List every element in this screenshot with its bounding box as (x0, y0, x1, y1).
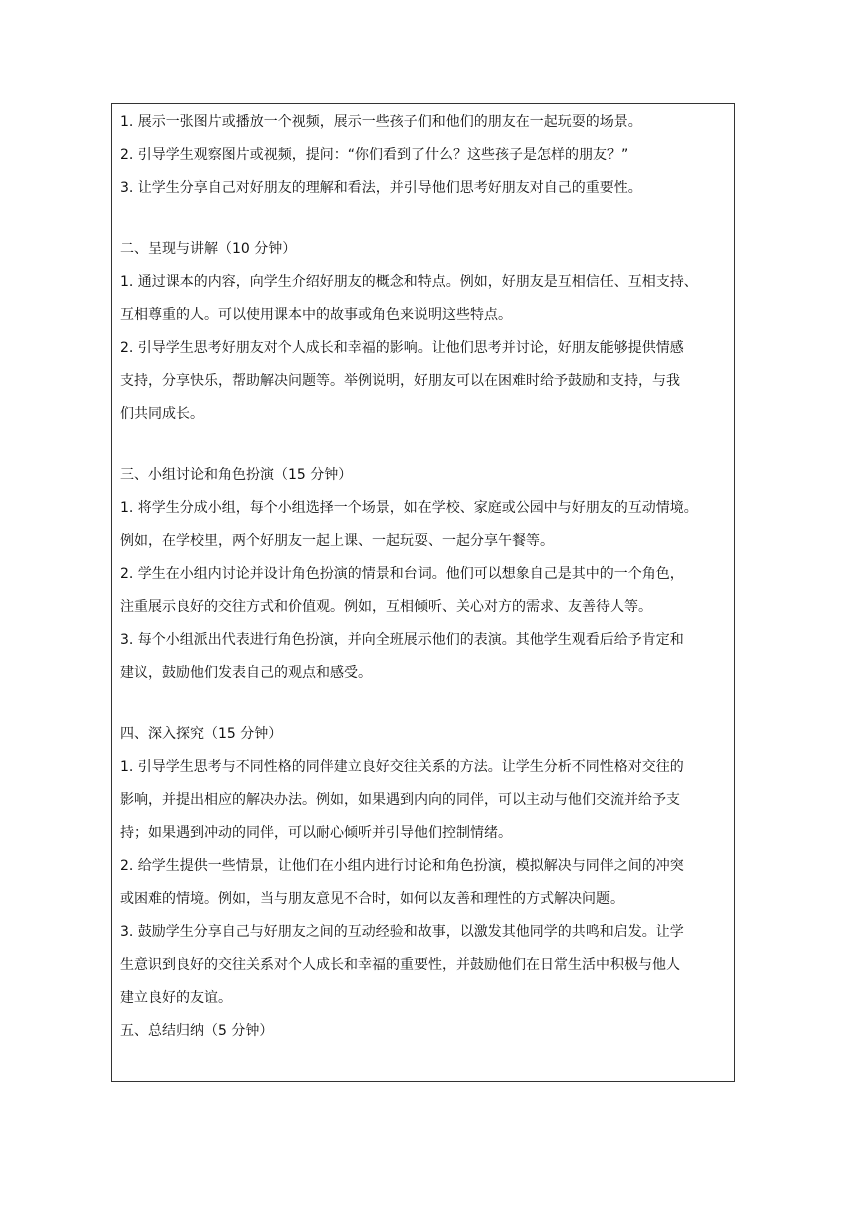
section-2-p2-line2: 支持，分享快乐，帮助解决问题等。举例说明，好朋友可以在困难时给予鼓励和支持，与我 (120, 373, 680, 389)
lesson-plan-content (120, 112, 726, 1041)
section-4-p2-line1: 2. 给学生提供一些情景，让他们在小组内进行讨论和角色扮演，模拟解决与同伴之间的冲突 (120, 858, 684, 874)
section-4-p1-line2: 影响，并提出相应的解决办法。例如，如果遇到内向的同伴，可以主动与他们交流并给予支 (120, 792, 680, 808)
section-3-p3-line2: 建议，鼓励他们发表自己的观点和感受。 (120, 665, 372, 681)
intro-line-3: 3. 让学生分享自己对好朋友的理解和看法，并引导他们思考好朋友对自己的重要性。 (120, 180, 642, 196)
section-3-heading: 三、小组讨论和角色扮演（15 分钟） (120, 467, 353, 483)
section-4-p1-line1: 1. 引导学生思考与不同性格的同伴建立良好交往关系的方法。让学生分析不同性格对交往的 (120, 759, 684, 775)
section-4-heading: 四、深入探究（15 分钟） (120, 726, 283, 742)
section-2-p2-line1: 2. 引导学生思考好朋友对个人成长和幸福的影响。让他们思考并讨论，好朋友能够提供情感 (120, 340, 684, 356)
section-3-p2-line1: 2. 学生在小组内讨论并设计角色扮演的情景和台词。他们可以想象自己是其中的一个角色， (120, 566, 684, 582)
section-2-p2-line3: 们共同成长。 (120, 406, 204, 422)
intro-line-2: 2. 引导学生观察图片或视频，提问：“你们看到了什么？这些孩子是怎样的朋友？” (120, 147, 629, 163)
intro-line-1: 1. 展示一张图片或播放一个视频，展示一些孩子们和他们的朋友在一起玩耍的场景。 (120, 114, 642, 130)
section-4-p1-line3: 持；如果遇到冲动的同伴，可以耐心倾听并引导他们控制情绪。 (120, 825, 512, 841)
section-4-p2-line2: 或困难的情境。例如，当与朋友意见不合时，如何以友善和理性的方式解决问题。 (120, 891, 624, 907)
section-4-p3-line1: 3. 鼓励学生分享自己与好朋友之间的互动经验和故事，以激发其他同学的共鸣和启发。让学 (120, 924, 684, 940)
section-3-p3-line1: 3. 每个小组派出代表进行角色扮演，并向全班展示他们的表演。其他学生观看后给予肯定和 (120, 632, 684, 648)
section-3-p1-line2: 例如，在学校里，两个好朋友一起上课、一起玩耍、一起分享午餐等。 (120, 533, 554, 549)
section-2-p1-line2: 互相尊重的人。可以使用课本中的故事或角色来说明这些特点。 (120, 307, 512, 323)
lesson-plan-table-cell (111, 103, 735, 1082)
section-2-heading: 二、呈现与讲解（10 分钟） (120, 241, 297, 257)
section-3-p1-line1: 1. 将学生分成小组，每个小组选择一个场景，如在学校、家庭或公园中与好朋友的互动情境。 (120, 500, 698, 516)
section-5-heading: 五、总结归纳（5 分钟） (120, 1023, 274, 1039)
section-3-p2-line2: 注重展示良好的交往方式和价值观。例如，互相倾听、关心对方的需求、友善待人等。 (120, 599, 652, 615)
section-2-p1-line1: 1. 通过课本的内容，向学生介绍好朋友的概念和特点。例如，好朋友是互相信任、互相支持、 (120, 274, 698, 290)
section-4-p3-line3: 建立良好的友谊。 (120, 990, 232, 1006)
section-4-p3-line2: 生意识到良好的交往关系对个人成长和幸福的重要性，并鼓励他们在日常生活中积极与他人 (120, 957, 680, 973)
